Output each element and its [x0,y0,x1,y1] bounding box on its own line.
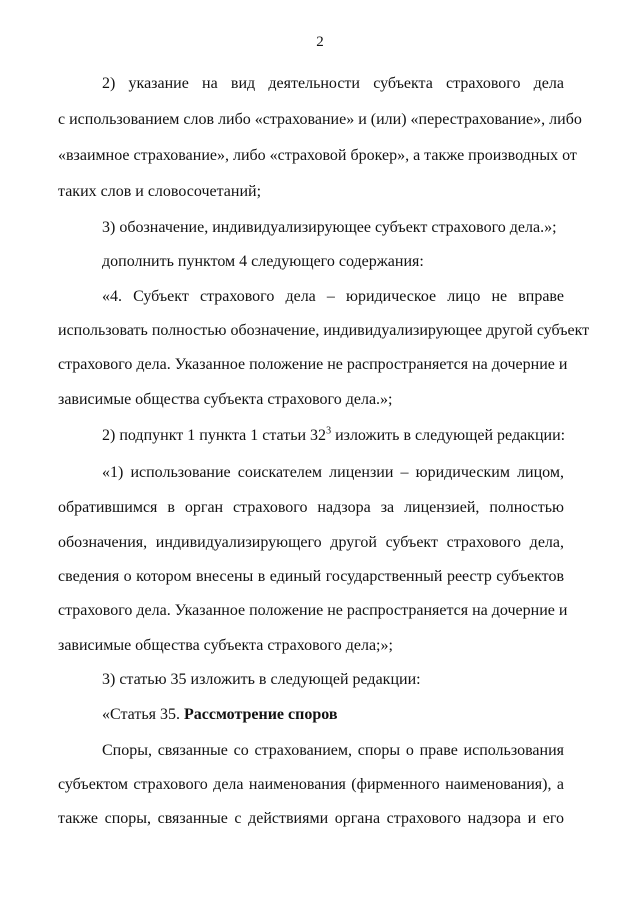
text-line: 3) обозначение, индивидуализирующее субъект страхового дела.»; [102,219,557,236]
text-fragment: «Статья 35. [102,706,184,723]
text-line: «4. Субъект страхового дела – юридическое лицо не вправе [102,288,564,305]
text-line: использовать полностью обозначение, индивидуализирующее другой субъект [58,322,590,339]
text-line: 3) статью 35 изложить в следующей редакции: [102,671,421,688]
text-line: зависимые общества субъекта страхового дела;»; [58,637,393,654]
page-number: 2 [316,34,324,50]
text-line: «1) использование соискателем лицензии – юридическим лицом, [102,464,564,481]
text-line: субъектом страхового дела наименования (фирменного наименования), а [58,776,564,793]
text-line: зависимые общества субъекта страхового дела.»; [58,391,393,408]
article-title: Рассмотрение споров [183,706,338,723]
text-fragment: 2) подпункт 1 пункта 1 статьи 32 [102,427,327,444]
text-line: страхового дела. Указанное положение не распространяется на дочерние и [58,602,568,619]
text-line [102,426,564,446]
text-line: страхового дела. Указанное положение не распространяется на дочерние и [58,356,568,373]
text-line: 2) указание на вид деятельности субъекта страхового дела [102,75,564,92]
text-line: «взаимное страхование», либо «страховой брокер», а также производных от [58,147,577,164]
text-fragment: изложить в следующей редакции: [331,427,566,444]
text-line: с использованием слов либо «страхование» и (или) «перестрахование», либо [58,111,582,128]
text-line: таких слов и словосочетаний; [58,183,262,200]
text-line: Споры, связанные со страхованием, споры о праве использования [102,742,564,759]
text-line: дополнить пунктом 4 следующего содержания: [102,253,424,270]
text-line: также споры, связанные с действиями органа страхового надзора и его [58,810,564,827]
text-line: обозначения, индивидуализирующего другой субъект страхового дела, [58,534,564,551]
text-line: обратившимся в орган страхового надзора за лицензией, полностью [58,499,564,516]
text-line: сведения о котором внесены в единый государственный реестр субъектов [58,568,564,585]
article-heading [102,705,564,725]
superscript: 3 [326,425,332,437]
